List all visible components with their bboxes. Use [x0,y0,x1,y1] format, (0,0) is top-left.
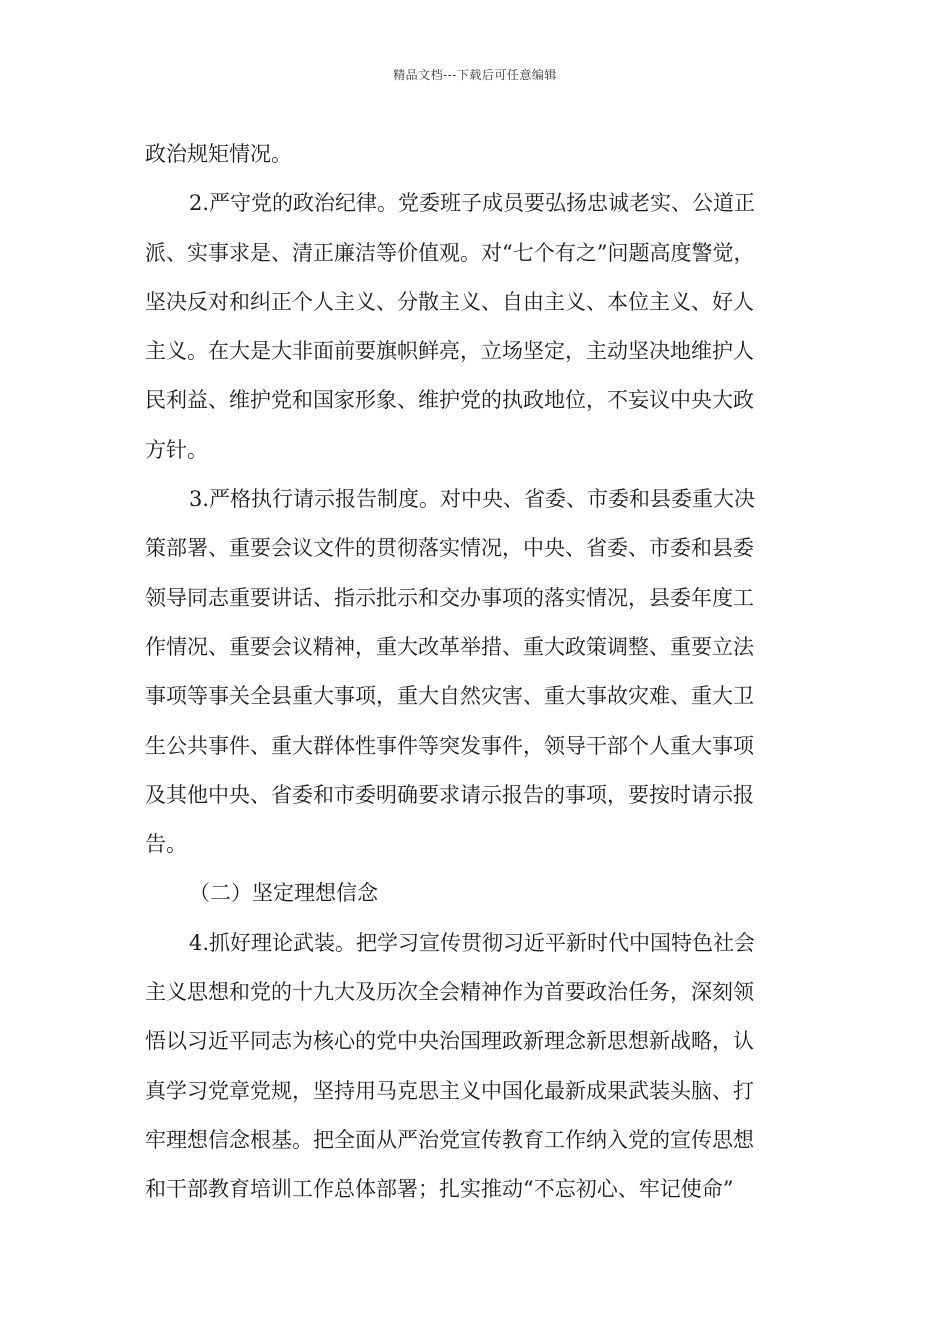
body-line: 民利益、维护党和国家形象、维护党的执政地位，不妄议中央大政 [145,388,754,413]
paragraph-3-start: 3.严格执行请示报告制度。对中央、省委、市委和县委重大决 [189,487,756,512]
body-line: 悟以习近平同志为核心的党中央治国理政新理念新思想新战略，认 [145,1029,754,1054]
body-line: 领导同志重要讲话、指示批示和交办事项的落实情况，县委年度工 [145,585,754,610]
body-line: 派、实事求是、清正廉洁等价值观。对“七个有之”问题高度警觉， [145,240,755,265]
body-line: 生公共事件、重大群体性事件等突发事件，领导干部个人重大事项 [145,733,754,758]
body-line: 及其他中央、省委和市委明确要求请示报告的事项，要按时请示报 [145,782,754,807]
body-line: 主义。在大是大非面前要旗帜鲜亮，立场坚定，主动坚决地维护人 [145,339,754,364]
document-body [145,130,825,1215]
body-line: 和干部教育培训工作总体部署；扎实推动“不忘初心、牢记使命” [145,1177,734,1202]
body-line: 政治规矩情况。 [145,142,292,166]
body-line: 事项等事关全县重大事项，重大自然灾害、重大事故灾难、重大卫 [145,684,754,709]
body-line: 真学习党章党规，坚持用马克思主义中国化最新成果武装头脑、打 [145,1078,754,1103]
body-line: 坚决反对和纠正个人主义、分散主义、自由主义、本位主义、好人 [145,289,754,314]
section-heading: （二）坚定理想信念 [189,881,378,906]
body-line: 方针。 [145,437,208,462]
body-line: 牢理想信念根基。把全面从严治党宣传教育工作纳入党的宣传思想 [145,1127,754,1152]
body-line: 策部署、重要会议文件的贯彻落实情况，中央、省委、市委和县委 [145,536,754,561]
paragraph-4-start: 4.抓好理论武装。把学习宣传贯彻习近平新时代中国特色社会 [189,930,756,955]
body-line: 作情况、重要会议精神，重大改革举措、重大政策调整、重要立法 [145,634,754,659]
body-line: 告。 [145,832,187,857]
paragraph-2-start: 2.严守党的政治纪律。党委班子成员要弘扬忠诚老实、公道正 [189,191,756,216]
page-header: 精品文档---下载后可任意编辑 [393,68,557,82]
body-line: 主义思想和党的十九大及历次全会精神作为首要政治任务，深刻领 [145,980,754,1005]
